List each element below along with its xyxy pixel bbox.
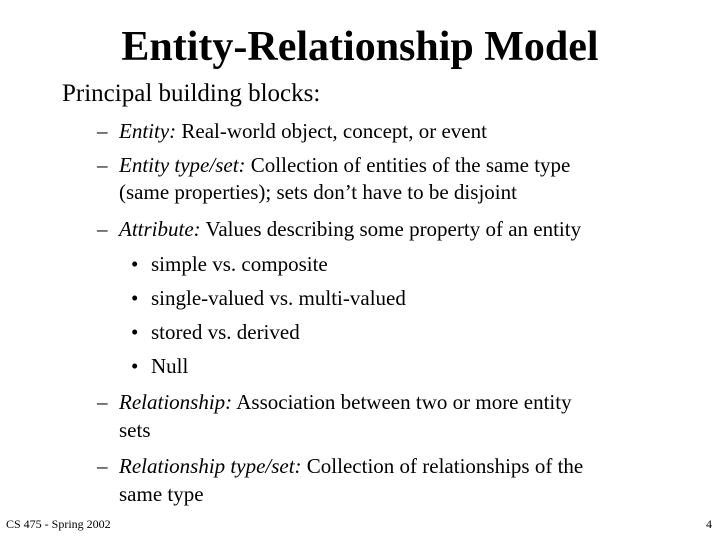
slide-title: Entity-Relationship Model: [121, 24, 599, 70]
dash-marker: –: [97, 153, 108, 177]
term-relationship: Relationship:: [119, 390, 233, 414]
bullet-marker: •: [131, 320, 139, 344]
definition-entity-type-continuation: (same properties); sets don’t have to be disjoint: [119, 180, 517, 204]
slide: Entity-Relationship Model Principal building blocks: – Entity: Real-world object, concept, or event – Entity type/set: Collection of entities of the same type (same properties); sets don’t have to be disjoint – Attribute: Values describing some property of an entity • simple vs. composite • single-valued vs. multi-valued • stored vs. derived • Null – Relationship: Association between two or more entity sets – Relationship type/set: Collection of relationships of the same type CS 475 - Spring 2002 4: [0, 0, 720, 540]
term-relationship-type: Relationship type/set:: [119, 454, 302, 478]
footer-course: CS 475 - Spring 2002: [6, 517, 111, 531]
dash-marker: –: [97, 454, 108, 478]
dash-marker: –: [97, 217, 108, 241]
definition-relationship-continuation: sets: [119, 418, 151, 442]
bullet-marker: •: [131, 286, 139, 310]
footer-page-number: 4: [706, 517, 712, 531]
term-attribute: Attribute:: [119, 217, 201, 241]
bullet-marker: •: [131, 354, 139, 378]
intro-text: Principal building blocks:: [62, 80, 321, 107]
dash-marker: –: [97, 390, 108, 414]
definition-relationship-type: Collection of relationships of the: [301, 454, 584, 478]
bullet-marker: •: [131, 252, 139, 276]
definition-attribute: Values describing some property of an entity: [200, 217, 582, 241]
definition-relationship: Association between two or more entity: [232, 390, 572, 414]
definition-entity: Real-world object, concept, or event: [176, 119, 487, 143]
dash-marker: –: [97, 119, 108, 143]
definition-relationship-type-continuation: same type: [119, 482, 204, 506]
definition-entity-type: Collection of entities of the same type: [245, 153, 571, 177]
term-entity: Entity:: [119, 119, 177, 143]
term-entity-type: Entity type/set:: [119, 153, 246, 177]
